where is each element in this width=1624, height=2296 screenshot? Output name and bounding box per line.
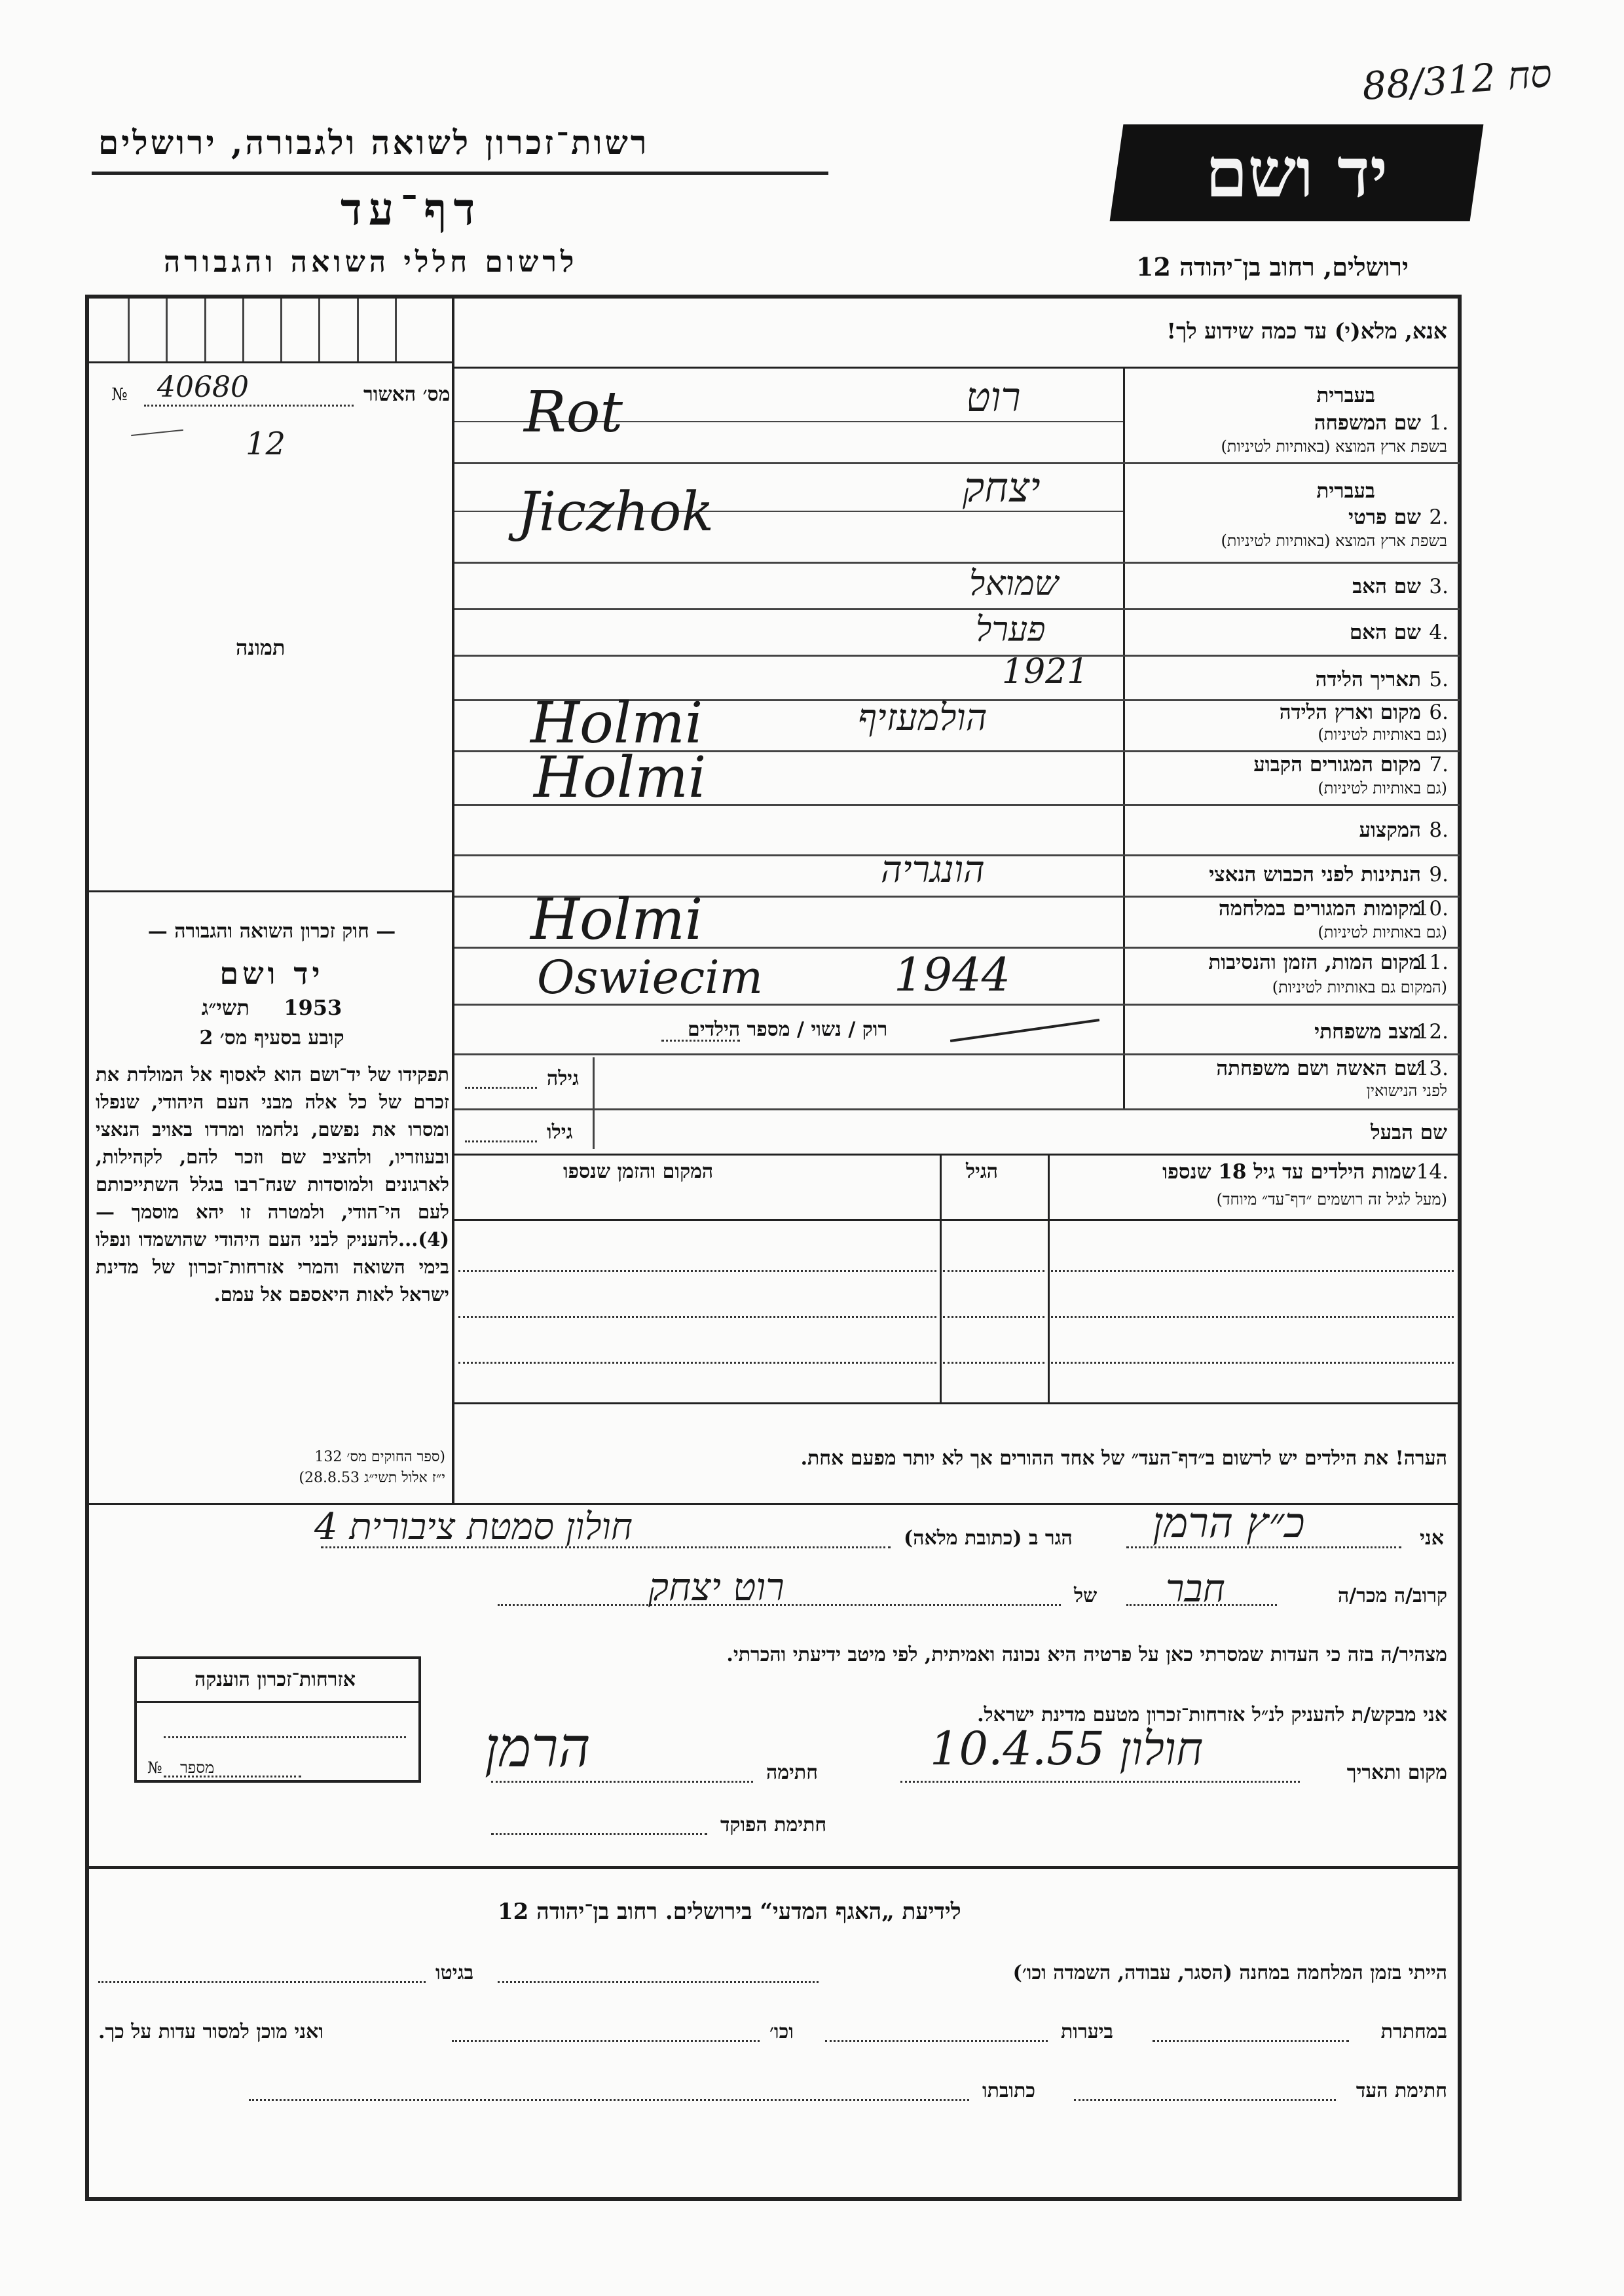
children-num: 14. (1416, 1160, 1449, 1184)
law-ref-2: י״ז אלול תשי״ג 28.8.53) (299, 1470, 445, 1486)
bottom-title: לידיעת „האגף המדעי“ בירושלים. רחוב בן־יהודה 12 (498, 1899, 961, 1925)
place-date-label: מקום ותאריך (1346, 1761, 1447, 1784)
field-2-label: שם פרטי (1348, 505, 1421, 529)
field-10-sub: (גם באותיות לטיניות) (1318, 923, 1447, 941)
field-4-num: 4. (1429, 621, 1449, 644)
children-sub: (מעל לגיל זה רושמים ״דף־עד״ מיוחד) (1216, 1190, 1447, 1209)
wife-age-label: גילה (547, 1067, 580, 1090)
field-3-num: 3. (1429, 575, 1449, 598)
field-8-num: 8. (1429, 818, 1449, 842)
field-5-num: 5. (1429, 668, 1449, 691)
field-3-label: שם האב (1352, 575, 1421, 598)
place-date-value: חולון 10.4.55 (930, 1722, 1204, 1776)
approval-sub: 12 (246, 426, 286, 462)
field-7-label: מקום המגורים הקבוע (1253, 753, 1421, 776)
field-7-sub: (גם באותיות לטיניות) (1318, 779, 1447, 797)
field-9-label: הנתינות לפני הכבוש הנאצי (1209, 863, 1421, 886)
witness-address: חולון סמטת ציבורית 4 (314, 1506, 633, 1548)
entry-death-year: 1944 (894, 948, 1011, 1002)
field-13-label: שם האשה ושם משפחתה (1216, 1057, 1421, 1080)
entry-wartime-latin: Holmi (530, 887, 703, 953)
entry-first-he: יצחק (963, 464, 1041, 511)
left-column-divider (452, 299, 454, 1503)
children-title: שמות הילדים עד גיל 18 שנספו (1162, 1160, 1416, 1184)
field-8-label: המקצוע (1359, 818, 1421, 842)
entry-citizenship: הונגריה (881, 848, 985, 891)
authority-line: רשות־זכרון לשואה ולגבורה, ירושלים (98, 123, 650, 162)
header-address: ירושלים, רחוב בן־יהודה 12 (1136, 252, 1409, 282)
approval-no-symbol: № (111, 385, 128, 405)
children-place-col: המקום והזמן שנספו (563, 1160, 714, 1183)
relation-value: חבר (1166, 1566, 1225, 1611)
field-6-sub: (גם באותיות לטיניות) (1318, 725, 1447, 744)
field-12-label: מצב משפחתי (1314, 1020, 1421, 1044)
entry-father: שמואל (969, 564, 1059, 604)
field-6-label: מקום וארץ הלידה (1279, 701, 1421, 724)
law-year-he: תשי״ג (201, 995, 249, 1020)
bottom-line2-b: ביערות (1061, 2020, 1114, 2043)
bottom-line2-c: וכו׳ (769, 2020, 794, 2043)
bottom-line2-d: ואני מוכן למסור עדות על כך. (98, 2020, 324, 2043)
resides-label: הגר ב (כתובת מלאה) (904, 1527, 1073, 1550)
husband-label: שם הבעל (1371, 1121, 1447, 1144)
entry-mother: פערל (976, 610, 1046, 649)
field-2-num: 2. (1429, 505, 1449, 529)
photo-label: תמונה (236, 635, 286, 660)
field-11-sub: (המקום גם באותיות לטיניות) (1272, 978, 1447, 996)
field-5-label: תאריך הלידה (1315, 668, 1421, 691)
entry-family-latin: Rot (524, 380, 623, 445)
entry-birth-date: 1921 (1002, 652, 1089, 691)
bottom-line1-a: הייתי בזמן המלחמה במחנה (הסגר, עבודה, השמדה וכו׳) (1012, 1961, 1447, 1984)
law-ref-1: (ספר החוקים מס׳ 132 (314, 1449, 445, 1465)
marital-options: רוק / נשוי / מספר הילדים (688, 1018, 888, 1041)
children-note: הערה! את הילדים יש לרשום ב״דף־העד״ של אחד ההורים אך לא יותר מפעם אחת. (800, 1447, 1447, 1470)
witness-name: כ״ץ הרמן (1153, 1499, 1305, 1548)
field-11-label: מקום המות, הזמן והנסיבות (1208, 951, 1421, 974)
field-1-hebrew-tag: בעברית (1316, 384, 1375, 407)
field-13-sub: לפני הנישואין (1366, 1082, 1447, 1100)
entry-birth-place-he: הולמעזיף (858, 697, 987, 739)
approval-value: 40680 (157, 371, 249, 404)
bottom-line2-a: במחתרת (1380, 2020, 1447, 2043)
law-name: יד ושם (219, 956, 324, 991)
children-age-col: הגיל (966, 1160, 999, 1183)
bottom-line1-b: בגיטו (435, 1961, 474, 1984)
bottom-line3-a: חתימת העד (1356, 2079, 1447, 2102)
signature-label: חתימה (766, 1761, 818, 1784)
field-2-hebrew-tag: בעברית (1316, 479, 1375, 503)
entry-residence-latin: Holmi (534, 745, 707, 811)
law-section: קובע בסעיף מס׳ 2 (199, 1027, 344, 1049)
citizenship-no-symbol: № (147, 1758, 162, 1777)
field-10-num: 10. (1416, 897, 1449, 920)
labels-divider (1123, 369, 1125, 1108)
form-subtitle: לרשום חללי השואה והגבורה (164, 246, 578, 279)
field-2-sub: בשפת ארץ המוצא (באותיות לטיניות) (1221, 532, 1447, 550)
bottom-line3-b: כתובתו (982, 2079, 1036, 2102)
approval-label: מס׳ האשור (363, 383, 451, 406)
of-name: רוט יצחק (648, 1565, 784, 1609)
field-1-label: שם המשפחה (1314, 411, 1421, 435)
husband-age-label: גילו (547, 1121, 573, 1144)
intro-text: אנא, מלא(י) עד כמה שידוע לך! (1166, 318, 1447, 344)
relative-label: קרוב/ה מכר/ה (1338, 1584, 1447, 1607)
declarant-i-label: אני (1420, 1527, 1444, 1550)
field-10-label: מקומות המגורים במלחמה (1218, 897, 1421, 920)
citizenship-number-label: מספר (180, 1758, 215, 1777)
officer-signature-label: חתימת הפוקד (720, 1813, 827, 1836)
authority-underline (92, 172, 828, 175)
entry-family-he: רוט (966, 373, 1021, 421)
field-6-num: 6. (1429, 701, 1449, 724)
law-title: — חוק זכרון השואה והגבורה — (147, 920, 396, 943)
of-label: של (1074, 1584, 1098, 1607)
field-7-num: 7. (1429, 753, 1449, 776)
law-year: 1953 (284, 995, 342, 1020)
entry-first-latin: Jiczhok (517, 481, 714, 543)
law-year-row (92, 995, 452, 1020)
field-13-num: 13. (1416, 1057, 1449, 1080)
field-1-num: 1. (1429, 411, 1449, 435)
field-12-num: 12. (1416, 1020, 1449, 1044)
form-title: דף־עד (341, 183, 482, 236)
yad-vashem-logo: יד ושם (1110, 124, 1484, 221)
field-11-num: 11. (1416, 951, 1449, 974)
tick-row-line (89, 361, 454, 363)
declaration-request: אני מבקש/ת להעניק לנ״ל אזרחות־זכרון מטעם מדינת ישראל. (977, 1704, 1447, 1726)
declaration-statement: מצהיר/ה בזה כי העדות שמסרתי כאן על פרטיה היא נכונה ואמיתית, לפי מיטב ידיעתי והכרתי. (726, 1643, 1447, 1666)
field-4-label: שם האם (1349, 621, 1421, 644)
archive-stamp-number: 88/312 סח (1361, 50, 1554, 109)
entry-death-place: Oswiecim (537, 951, 764, 1004)
entry-birth-place-latin: Holmi (530, 691, 703, 756)
declarant-signature: הרמן (485, 1715, 591, 1779)
citizenship-box-title: אזרחות־זכרון הוענקה (194, 1668, 356, 1691)
law-body: תפקידו של יד־ושם הוא לאסוף אל המולדת את זכרם של כל אלה מבני העם היהודי, שנפלו ומסרו את נפשם, נלחמו ומרדו באויב הנאצי ובעוזריו, ולהציב שם וזכר להם, לקהילות, לארגונים ולמוסדות שנח־רבו בגלל השתייכותם לעם הי־הודי, ולמטרה זו יהא מוסמך — (4)...להעניק לבני העם היהודי שהושמדו ונפלו בימי השואה והמרי אזרחות־זכרון של מדינת ישראל לאות היאספם אל עמם. (96, 1063, 449, 1305)
field-9-num: 9. (1429, 863, 1449, 886)
field-1-sub: בשפת ארץ המוצא (באותיות לטיניות) (1221, 437, 1447, 456)
